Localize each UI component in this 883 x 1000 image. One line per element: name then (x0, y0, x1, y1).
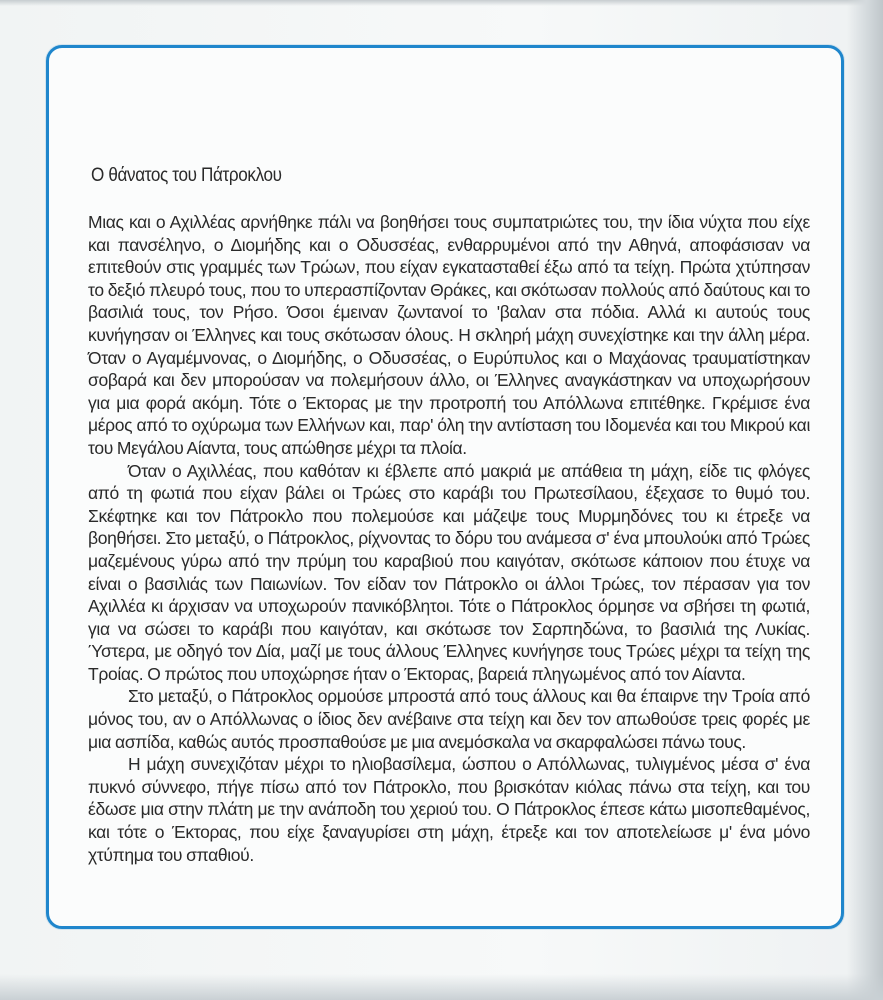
article-title: Ο θάνατος του Πάτροκλου (91, 165, 282, 186)
bottom-page-shadow (0, 974, 883, 1000)
paragraph-1: Μιας και ο Αχιλλέας αρνήθηκε πάλι να βοηθήσει τους συμπατριώτες του, την ίδια νύχτα που είχε και πανσέληνο, ο Διομήδης και ο Οδυσσέας, ενθαρρυμένοι από την Αθηνά, αποφάσισαν να επιτεθούν στις γραμμές των Τρώων, που είχαν εγκατασταθεί έξω από τα τείχη. Πρώτα χτύπησαν το δεξιό πλευρό τους, που το υπερασπίζονταν Θράκες, και σκότωσαν πολλούς από δαύτους και το βασιλιά τους, τον Ρήσο. Όσοι έμειναν ζωντανοί το 'βαλαν στα πόδια. Αλλά κι αυτούς τους κυνήγησαν οι Έλληνες και τους σκότωσαν όλους. Η σκληρή μάχη συνεχίστηκε και την άλλη μέρα. Όταν ο Αγαμέμνονας, ο Διομήδης, ο Οδυσσέας, ο Ευρύπυλος και ο Μαχάονας τραυματίστηκαν σοβαρά και δεν μπορούσαν να πολεμήσουν άλλο, οι Έλληνες αναγκάστηκαν να υποχωρήσουν για μια φορά ακόμη. Τότε ο Έκτορας με την προτροπή του Απόλλωνα επιτέθηκε. Γκρέμισε ένα μέρος από το οχύρωμα των Ελλήνων και, παρ' όλη την αντίσταση του Ιδομενέα και του Μικρού και του Μεγάλου Αίαντα, τους απώθησε μέχρι τα πλοία. (88, 212, 810, 458)
paragraph-3: Στο μεταξύ, ο Πάτροκλος ορμούσε μπροστά από τους άλλους και θα έπαιρνε την Τροία από μόνος του, αν ο Απόλλωνας ο ίδιος δεν ανέβαινε στα τείχη και δεν τον απωθούσε τρεις φορές με μια ασπίδα, καθώς αυτός προσπαθούσε με μια ανεμόσκαλα να σκαρφαλώσει πάνω τους. (88, 686, 810, 752)
paragraph-2: Όταν ο Αχιλλέας, που καθόταν κι έβλεπε από μακριά με απάθεια τη μάχη, είδε τις φλόγες από τη φωτιά που είχαν βάλει οι Τρώες στο καράβι του Πρωτεσίλαου, έξεχασε το θυμό του. Σκέφτηκε και τον Πάτροκλο που πολεμούσε και μάζεψε τους Μυρμηδόνες του κι έτρεξε να βοηθήσει. Στο μεταξύ, ο Πάτροκλος, ρίχνοντας το δόρυ του ανάμεσα σ' ένα μπουλούκι από Τρώες μαζεμένους γύρω από την πρύμη του καραβιού που καιγόταν, σκότωσε κάποιον που έτυχε να είναι ο βασιλιάς των Παιωνίων. Τον είδαν τον Πάτροκλο οι άλλοι Τρώες, τον πέρασαν για τον Αχιλλέα κι άρχισαν να υποχωρούν πανικόβλητοι. Τότε ο Πάτροκλος όρμησε να σβήσει τη φωτιά, για να σώσει το καράβι που καιγόταν, και σκότωσε τον Σαρπηδώνα, το βασιλιά της Λυκίας. Ύστερα, με οδηγό τον Δία, μαζί με τους άλλους Έλληνες κυνήγησε τους Τρώες μέχρι τα τείχη της Τροίας. Ο πρώτος που υποχώρησε ήταν ο Έκτορας, βαρειά πληγωμένος από τον Αίαντα. (88, 460, 810, 684)
paragraph-4: Η μάχη συνεχιζόταν μέχρι το ηλιοβασίλεμα, ώσπου ο Απόλλωνας, τυλιγμένος μέσα σ' ένα πυκνό σύννεφο, πήγε πίσω από τον Πάτροκλο, που βρισκόταν κιόλας πάνω στα τείχη, και του έδωσε μια στην πλάτη με την ανάποδη του χεριού του. Ο Πάτροκλος έπεσε κάτω μισοπεθαμένος, και τότε ο Έκτορας, που είχε ξαναγυρίσει στη μάχη, έτρεξε και τον αποτελείωσε μ' ένα μόνο χτύπημα του σπαθιού. (88, 754, 810, 865)
article (88, 162, 810, 866)
page-edge-shadow (847, 0, 883, 1000)
top-page-shadow (0, 0, 883, 6)
